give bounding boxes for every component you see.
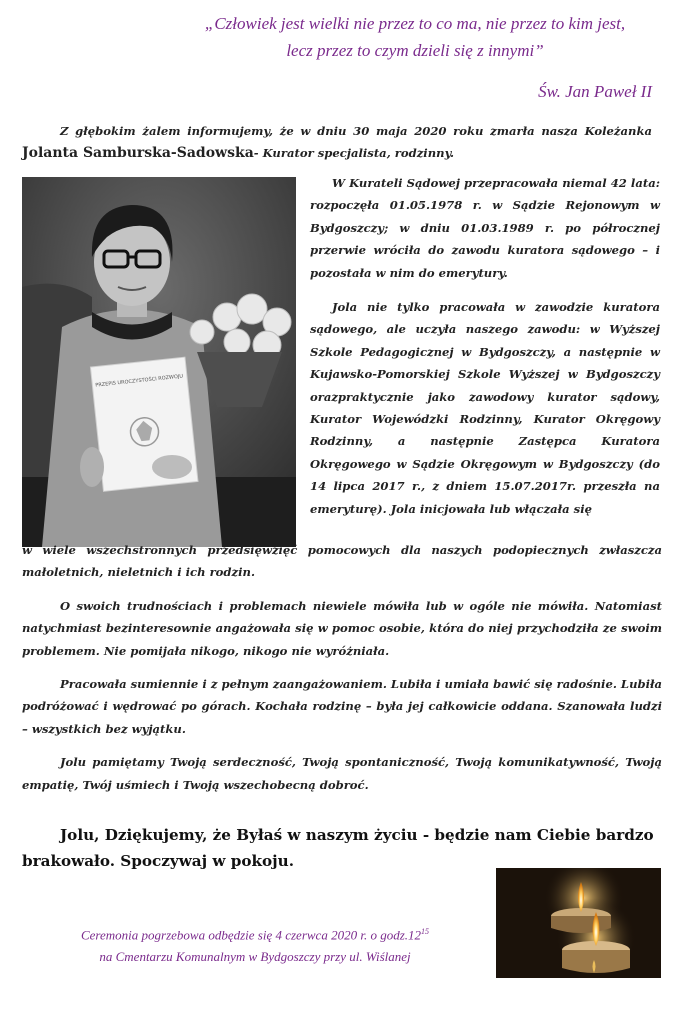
work-paragraph: Pracowała sumiennie i z pełnym zaangażowaniem. Lubiła i umiała bawić się radośnie. Lubiła podróżować i wędrować po górach. Kochała rodzinę – była jej całkowicie oddana. Szanowała ludzi – wszystkich bez wyjątku. [22, 677, 662, 736]
portrait-photo [22, 177, 296, 547]
portrait-illustration [22, 177, 296, 547]
funeral-place: na Cmentarzu Komunalnym w Bydgoszczy przy ul. Wiślanej [99, 949, 411, 965]
funeral-date: Ceremonia pogrzebowa odbędzie się 4 czerwca 2020 r. o godz.12 [80, 927, 422, 943]
character-paragraph: O swoich trudnościach i problemach niewiele mówiła lub w ogóle nie mówiła. Natomiast natychmiast bezinteresownie angażowała się w pomoc osobie, która do niej przychodziła ze swoim problemem. Nie pomijała nikogo, nikogo nie wyróżniała. [22, 598, 662, 658]
deceased-name: Jolanta Samburska-Sadowska [22, 145, 254, 162]
candle-icon [496, 868, 661, 978]
farewell-message: Jolu, Dziękujemy, że Byłaś w naszym życiu - będzie nam Ciebie bardzo brakowało. Spoczywaj w pokoju. [22, 826, 654, 870]
quote-author: Św. Jan Paweł II [538, 82, 652, 101]
quote-line-1: „Człowiek jest wielki nie przez to co ma, nie przez to kim jest, [204, 14, 626, 33]
funeral-info [40, 921, 470, 968]
document-title: PRZEPIS UROCZYSTOŚCI ROZWOJU [95, 373, 184, 389]
quote-line-2: lecz przez to czym dzieli się z innymi” [286, 41, 544, 60]
teaching-paragraph: Jola nie tylko pracowała w zawodzie kuratora sądowego, ale uczyła naszego zawodu: w Wyższej Szkole Pedagogicznej w Bydgoszczy, a następnie w Kujawsko-Pomorskiej Szkole Wyższej w Bydgoszczy orazpraktycznie jako zawodowy kurator sądowy, Kurator Wojewódzki Rodzinny, Kurator Okręgowy Rodzinny, a następnie Zastępca Kuratora Okręgowego w Sądzie Okręgowym w Bydgoszczy (do 14 lipca 2017 r., z dniem 15.07.2017r. przeszła na emeryturę). Jola inicjowała lub włączała się [310, 300, 660, 516]
memorial-text [22, 539, 662, 807]
motto-quote [180, 10, 650, 64]
candle-photo [496, 868, 661, 978]
career-column [310, 172, 660, 532]
intro-paragraph [22, 120, 652, 165]
intro-tail: - Kurator specjalista, rodzinny. [253, 146, 455, 161]
intro-lead: Z głębokim żalem informujemy, że w dniu 30 maja 2020 roku zmarła nasza Koleżanka [60, 124, 652, 138]
funeral-minutes: 15 [421, 927, 430, 936]
career-paragraph: W Kurateli Sądowej przepracowała niemal 42 lata: rozpoczęła 01.05.1978 r. w Sądzie Rejonowym w Bydgoszczy; w dniu 01.03.1989 r. po półrocznej przerwie wróciła do zawodu kuratora sądowego – i pozostała w nim do emerytury. [310, 176, 660, 280]
remembrance-paragraph: Jolu pamiętamy Twoją serdeczność, Twoją spontaniczność, Twoją komunikatywność, Twoją empatię, Twój uśmiech i Twoją wszechobecną dobroć. [22, 755, 662, 792]
initiatives-paragraph: w wiele wszechstronnych przedsięwzięć pomocowych dla naszych podopiecznych zwłaszcza małoletnich, nieletnich i ich rodzin. [22, 543, 662, 580]
